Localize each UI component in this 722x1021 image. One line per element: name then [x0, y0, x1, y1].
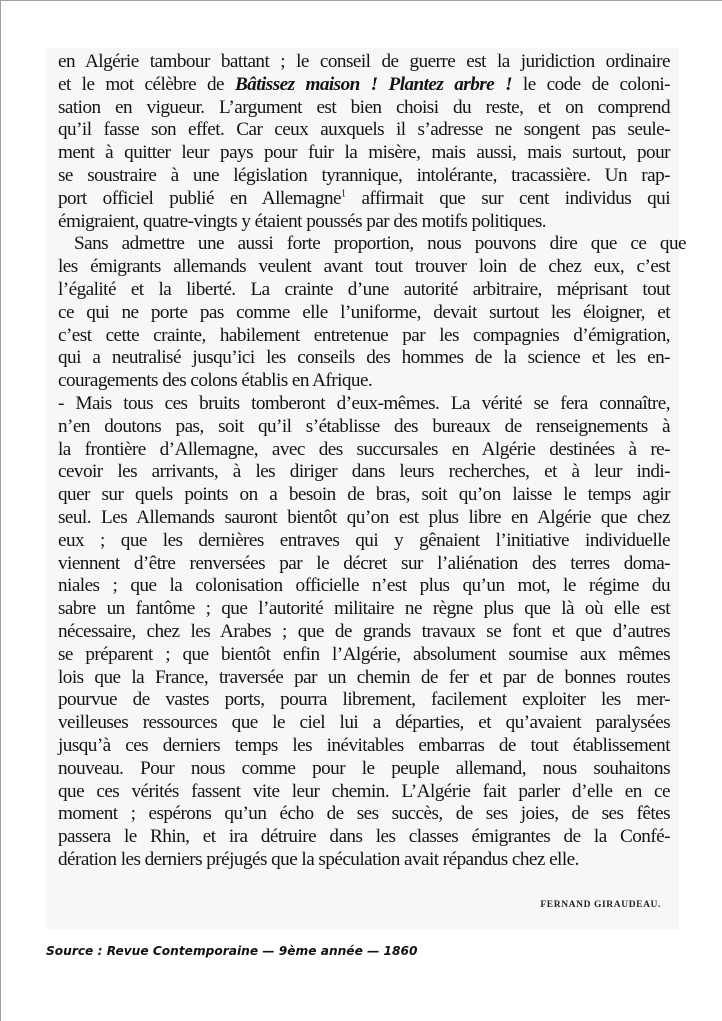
text-line: sabre un fantôme ; que l’autorité militaire ne règne plus que là où elle est	[58, 598, 670, 620]
text-line: n’en doutons pas, soit qu’il s’établisse des bureaux de renseignements à	[58, 415, 670, 437]
scanned-page	[46, 48, 686, 929]
article-text	[58, 51, 686, 872]
text-line: la frontière d’Allemagne, avec des succursales en Algérie destinées à re-	[58, 438, 670, 460]
text-fragment: le code de coloni-	[511, 73, 671, 95]
text-line: passera le Rhin, et ira détruire dans les classes émigrantes de la Confé-	[58, 826, 670, 848]
text-line: sation en vigueur. L’argument est bien choisi du reste, et on comprend	[58, 96, 670, 118]
text-line: seul. Les Allemands sauront bientôt qu’on est plus libre en Algérie que chez	[58, 506, 670, 528]
text-fragment: port officiel publié en Allemagne	[58, 187, 342, 209]
text-line: c’est cette crainte, habilement entretenue par les compagnies d’émigration,	[58, 324, 670, 346]
text-line: se préparent ; que bientôt enfin l’Algérie, absolument soumise aux mêmes	[58, 643, 670, 665]
text-line: couragements des colons établis en Afrique.	[58, 370, 373, 392]
text-line: en Algérie tambour battant ; le conseil de guerre est la juridiction ordinaire	[58, 51, 670, 72]
text-fragment: et le mot célèbre de	[58, 73, 235, 95]
footnote-marker[interactable]: 1	[341, 188, 346, 200]
text-line: cevoir les arrivants, à les diriger dans leurs recherches, et à leur indi-	[58, 461, 670, 483]
text-line: jusqu’à ces derniers temps les inévitables embarras de tout établissement	[58, 734, 670, 756]
italic-quote: Bâtissez maison ! Plantez arbre !	[234, 73, 512, 95]
text-line: émigraient, quatre-vingts y étaient poussés par des motifs politiques.	[58, 210, 546, 232]
text-line: eux ; que les dernières entraves qui y gênaient l’initiative individuelle	[58, 529, 670, 551]
text-line: les émigrants allemands veulent avant tout trouver loin de chez eux, c’est	[58, 256, 670, 278]
text-line: veilleuses ressources que le ciel lui a départies, et qu’avaient paralysées	[58, 712, 670, 734]
text-line: nouveau. Pour nous comme pour le peuple allemand, nous souhaitons	[58, 757, 670, 779]
text-fragment: affirmait que sur cent individus qui	[345, 187, 671, 209]
text-line: nécessaire, chez les Arabes ; que de grands travaux se font et que d’autres	[58, 620, 670, 642]
text-line: qu’il fasse son effet. Car ceux auxquels il s’adresse ne songent pas seule-	[58, 119, 670, 141]
text-line: - Mais tous ces bruits tomberont d’eux-mêmes. La vérité se fera connaître,	[58, 392, 670, 414]
text-line	[58, 188, 670, 211]
text-line: se soustraire à une législation tyrannique, intolérante, tracassière. Un rap-	[58, 164, 670, 186]
text-line: Sans admettre une aussi forte proportion, nous pouvons dire que ce que	[74, 233, 686, 255]
text-line: niales ; que la colonisation officielle n’est plus qu’un mot, le régime du	[58, 575, 670, 597]
author-signature: FERNAND GIRAUDEAU.	[540, 900, 661, 910]
source-caption: Source : Revue Contemporaine — 9ème année — 1860	[46, 944, 418, 958]
text-line	[58, 74, 670, 97]
text-line: ce qui ne porte pas comme elle l’uniforme, devait surtout les éloigner, et	[58, 301, 670, 323]
text-line: que ces vérités fassent vite leur chemin. L’Algérie fait parler d’elle en ce	[58, 780, 670, 802]
text-line: pourvue de vastes ports, pourra librement, facilement exploiter les mer-	[58, 689, 670, 711]
text-line: quer sur quels points on a besoin de bras, soit qu’on laisse le temps agir	[58, 484, 670, 506]
text-line: viennent d’être renversées par le décret sur l’aliénation des terres doma-	[58, 552, 670, 574]
text-line: dération les derniers préjugés que la spéculation avait répandus chez elle.	[58, 848, 579, 870]
text-line: l’égalité et la liberté. La crainte d’une autorité arbitraire, méprisant tout	[58, 278, 670, 300]
text-line: moment ; espérons qu’un écho de ses succès, de ses joies, de ses fêtes	[58, 803, 670, 825]
text-line: ment à quitter leur pays pour fuir la misère, mais aussi, mais surtout, pour	[58, 142, 670, 164]
text-line: qui a neutralisé jusqu’ici les conseils des hommes de la science et les en-	[58, 347, 670, 369]
text-line: lois que la France, traversée par un chemin de fer et par de bonnes routes	[58, 666, 670, 688]
